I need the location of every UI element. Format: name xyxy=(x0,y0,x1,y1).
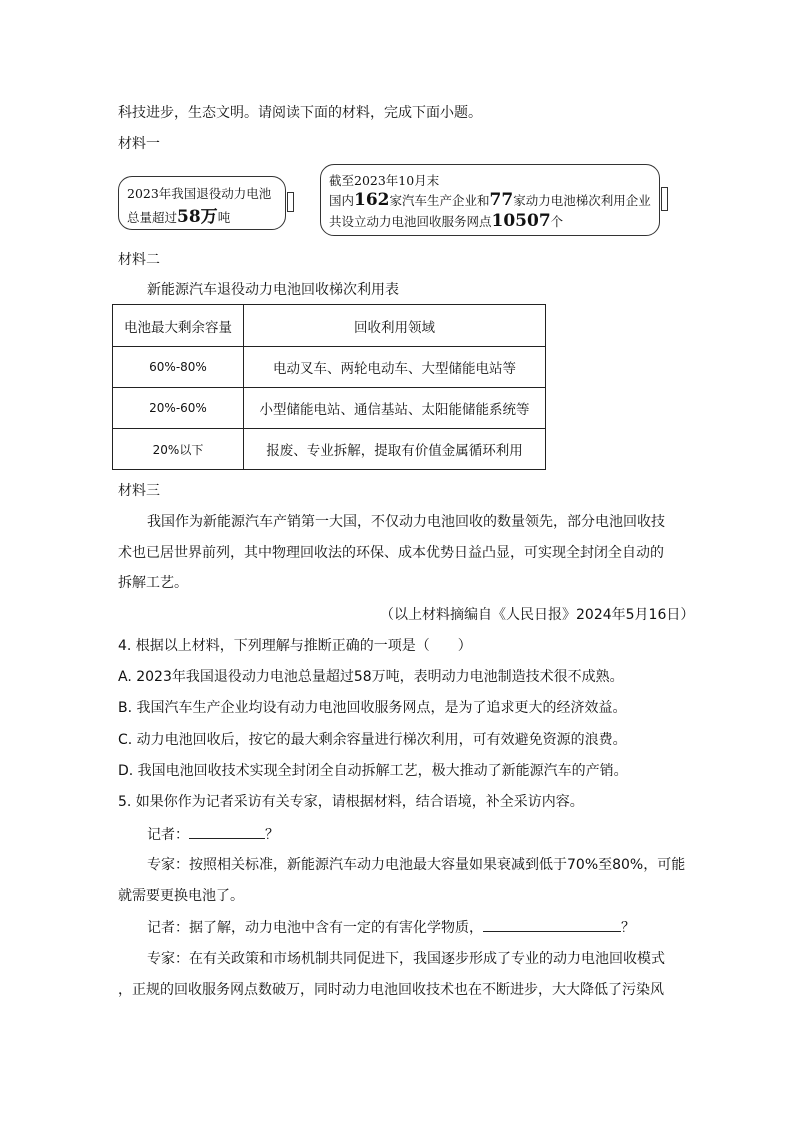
table-row xyxy=(113,347,546,388)
battery2-number3: 10507 xyxy=(491,211,551,231)
battery2-line3 xyxy=(329,211,563,231)
battery-box-2 xyxy=(320,164,660,236)
q4-option-a: A. 2023年我国退役动力电池总量超过58万吨，表明动力电池制造技术很不成熟。 xyxy=(118,669,624,685)
table-cell-field: 小型储能电站、通信基站、太阳能储能系统等 xyxy=(244,388,546,429)
battery2-text-e: 个 xyxy=(550,214,564,229)
battery1-line1: 2023年我国退役动力电池 xyxy=(127,186,272,201)
battery2-terminal xyxy=(661,187,668,211)
table-cell-capacity: 20%以下 xyxy=(113,429,244,470)
battery1-suffix: 吨 xyxy=(217,210,231,225)
intro-text: 科技进步，生态文明。请阅读下面的材料，完成下面小题。 xyxy=(118,105,482,121)
question-mark: ？ xyxy=(265,827,279,843)
battery1-number: 58万 xyxy=(177,207,218,227)
table-row xyxy=(113,429,546,470)
table-cell-capacity: 20%-60% xyxy=(113,388,244,429)
question-mark: ？ xyxy=(621,920,635,936)
q5-expert-line3: 专家：在有关政策和市场机制共同促进下，我国逐步形成了专业的动力电池回收模式 xyxy=(147,951,665,967)
q5-reporter-line1 xyxy=(147,824,279,845)
battery2-line2 xyxy=(329,190,651,210)
battery2-text-a: 国内 xyxy=(329,193,355,208)
table-cell-capacity: 60%-80% xyxy=(113,347,244,388)
material3-line2: 术也已居世界前列，其中物理回收法的环保、成本优势日益凸显，可实现全封闭全自动的 xyxy=(118,545,664,561)
battery1-prefix: 总量超过 xyxy=(127,210,178,225)
battery2-number2: 77 xyxy=(489,190,514,210)
table-header-row xyxy=(113,305,546,347)
battery2-text-c: 家动力电池梯次利用企业 xyxy=(513,193,651,208)
material3-line3: 拆解工艺。 xyxy=(118,575,188,591)
q5-expert-line4: ，正规的回收服务网点数破万，同时动力电池回收技术也在不断进步，大大降低了污染风 xyxy=(118,982,664,998)
table-cell-field: 电动叉车、两轮电动车、大型储能电站等 xyxy=(244,347,546,388)
q4-option-b: B. 我国汽车生产企业均设有动力电池回收服务网点，是为了追求更大的经济效益。 xyxy=(118,700,627,716)
source-citation: （以上材料摘编自《人民日报》2024年5月16日） xyxy=(380,607,695,623)
battery-box-1 xyxy=(118,176,286,230)
recycle-table xyxy=(112,304,546,470)
q4-option-d: D. 我国电池回收技术实现全封闭全自动拆解工艺，极大推动了新能源汽车的产销。 xyxy=(118,763,628,779)
table-row xyxy=(113,388,546,429)
battery1-terminal xyxy=(287,192,294,212)
reporter-label: 记者： xyxy=(147,827,189,843)
battery2-text-b: 家汽车生产企业和 xyxy=(389,193,490,208)
q5-reporter-line2 xyxy=(147,917,635,938)
battery1-line2 xyxy=(127,202,230,227)
reporter-text: 记者：据了解，动力电池中含有一定的有害化学物质， xyxy=(147,920,483,936)
q4-stem: 4. 根据以上材料，下列理解与推断正确的一项是（ ） xyxy=(118,638,472,654)
q5-expert-line2: 就需要更换电池了。 xyxy=(118,888,244,904)
battery2-number1: 162 xyxy=(354,190,390,210)
answer-blank-1[interactable] xyxy=(189,824,265,839)
material1-label: 材料一 xyxy=(118,136,160,152)
q5-stem: 5. 如果你作为记者采访有关专家，请根据材料，结合语境，补全采访内容。 xyxy=(118,794,584,810)
material2-label: 材料二 xyxy=(118,252,160,268)
q5-expert-line1: 专家：按照相关标准，新能源汽车动力电池最大容量如果衰减到低于70%至80%，可能 xyxy=(147,857,686,873)
material3-label: 材料三 xyxy=(118,483,160,499)
answer-blank-2[interactable] xyxy=(483,917,621,932)
table-header-capacity: 电池最大剩余容量 xyxy=(113,305,244,347)
table-header-field: 回收利用领域 xyxy=(244,305,546,347)
battery2-line1: 截至2023年10月末 xyxy=(329,173,440,188)
battery2-text-d: 共设立动力电池回收服务网点 xyxy=(329,214,492,229)
q4-option-c: C. 动力电池回收后，按它的最大剩余容量进行梯次利用，可有效避免资源的浪费。 xyxy=(118,732,627,748)
table-title: 新能源汽车退役动力电池回收梯次利用表 xyxy=(147,282,399,298)
material3-line1: 我国作为新能源汽车产销第一大国，不仅动力电池回收的数量领先，部分电池回收技 xyxy=(147,514,665,530)
table-cell-field: 报废、专业拆解，提取有价值金属循环利用 xyxy=(244,429,546,470)
